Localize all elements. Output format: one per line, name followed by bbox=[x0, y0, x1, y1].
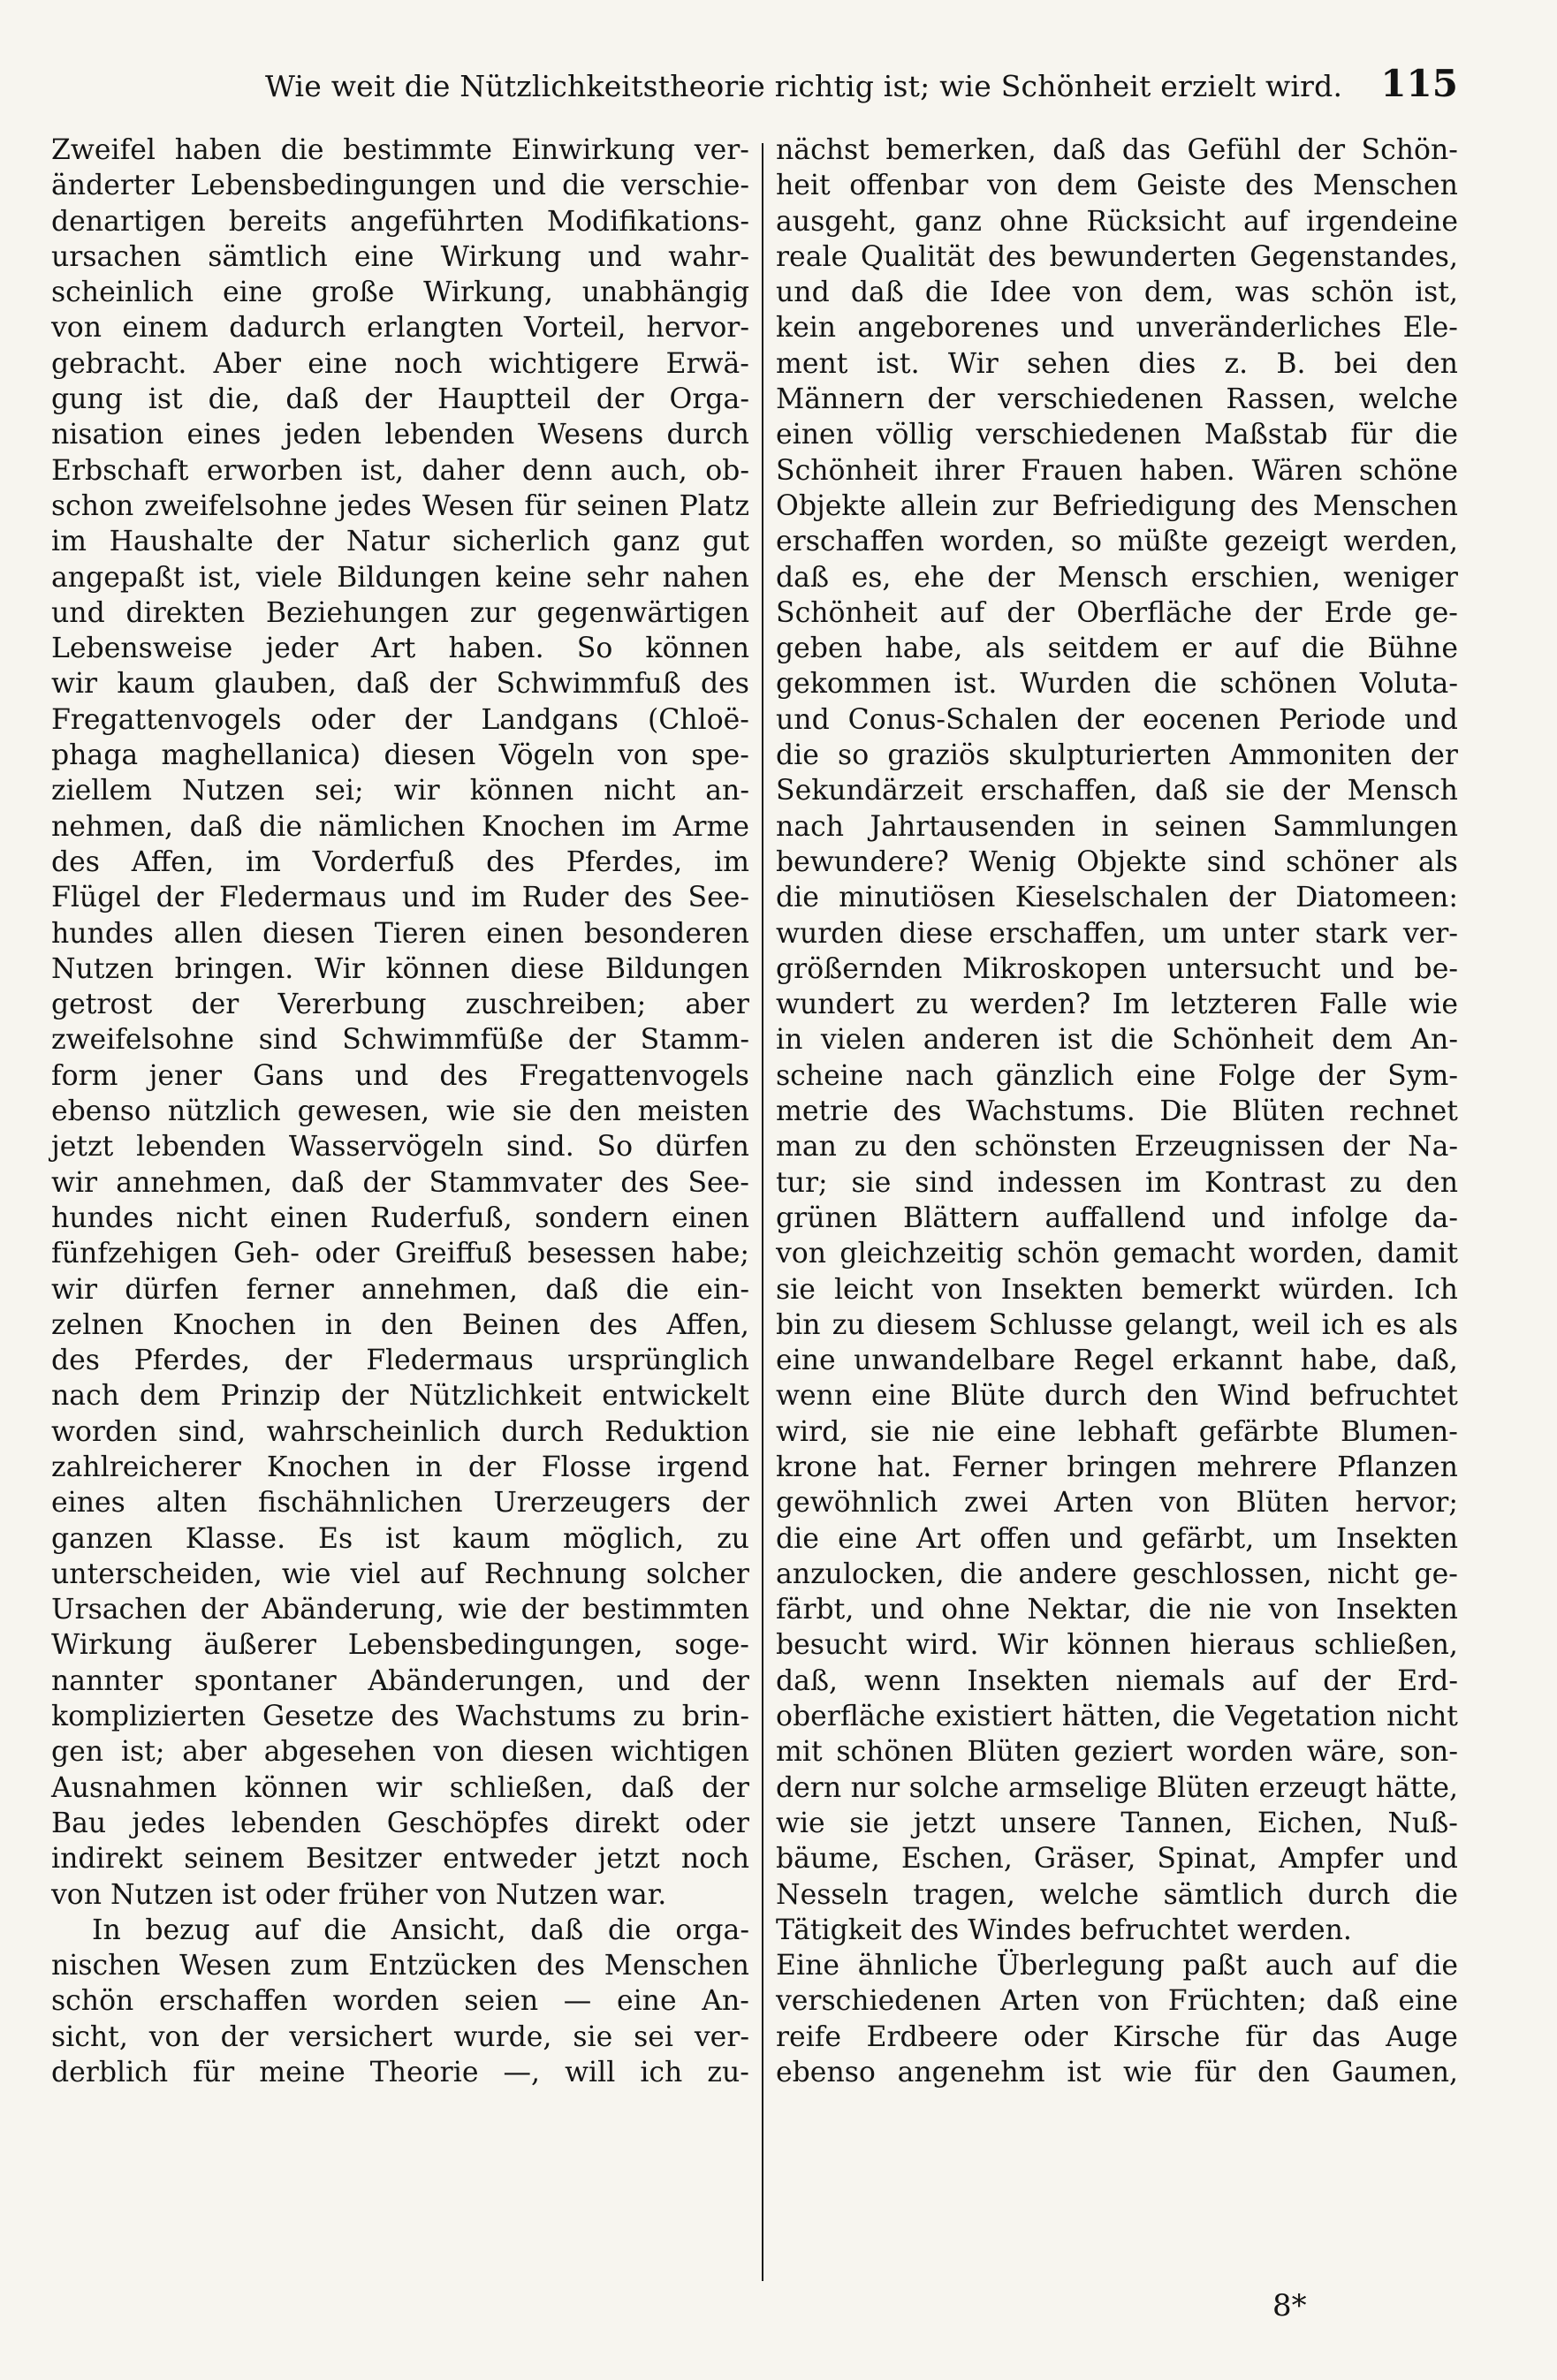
text-line: besucht wird. Wir können hieraus schließen, bbox=[776, 1629, 1458, 1662]
text-line: wir annehmen, daß der Stammvater des See- bbox=[51, 1166, 749, 1199]
text-line: Eine ähnliche Überlegung paßt auch auf die bbox=[776, 1950, 1458, 1982]
text-line: gewöhnlich zwei Arten von Blüten hervor; bbox=[776, 1487, 1458, 1520]
left-text-column bbox=[51, 133, 749, 2090]
page-number: 115 bbox=[1380, 62, 1458, 105]
text-line: In bezug auf die Ansicht, daß die orga- bbox=[92, 1914, 749, 1946]
text-line: des Affen, im Vorderfuß des Pferdes, im bbox=[51, 845, 749, 878]
text-line: ebenso nützlich gewesen, wie sie den meisten bbox=[51, 1095, 749, 1128]
text-line: erschaffen worden, so müßte gezeigt werden, bbox=[776, 526, 1458, 558]
text-line: phaga maghellanica) diesen Vögeln von spe- bbox=[51, 739, 749, 772]
text-line: scheine nach gänzlich eine Folge der Sym- bbox=[776, 1059, 1458, 1092]
text-line: nehmen, daß die nämlichen Knochen im Arme bbox=[51, 810, 749, 843]
running-head: Wie weit die Nützlichkeitstheorie richtig ist; wie Schönheit erzielt wird. bbox=[265, 69, 1343, 103]
text-line: schön erschaffen worden seien — eine An- bbox=[51, 1985, 749, 2018]
text-line: wie sie jetzt unsere Tannen, Eichen, Nuß- bbox=[776, 1807, 1458, 1839]
printer-signature-mark: 8* bbox=[1272, 2288, 1307, 2323]
text-line: worden sind, wahrscheinlich durch Reduktion bbox=[51, 1415, 749, 1448]
text-line: fünfzehigen Geh- oder Greiffuß besessen habe; bbox=[51, 1238, 749, 1270]
text-line: ebenso angenehm ist wie für den Gaumen, bbox=[776, 2057, 1458, 2089]
text-line: Objekte allein zur Befriedigung des Menschen bbox=[776, 489, 1458, 522]
text-line: Schönheit auf der Oberfläche der Erde ge- bbox=[776, 596, 1458, 629]
text-line: von einem dadurch erlangten Vorteil, hervor- bbox=[51, 312, 749, 345]
text-line: Sekundärzeit erschaffen, daß sie der Mensch bbox=[776, 775, 1458, 807]
text-line: Ursachen der Abänderung, wie der bestimmten bbox=[51, 1594, 749, 1626]
text-line: ganzen Klasse. Es ist kaum möglich, zu bbox=[51, 1522, 749, 1555]
text-line: krone hat. Ferner bringen mehrere Pflanzen bbox=[776, 1451, 1458, 1483]
text-line: nischen Wesen zum Entzücken des Menschen bbox=[51, 1950, 749, 1982]
text-line: reale Qualität des bewunderten Gegenstandes, bbox=[776, 240, 1458, 273]
text-line: eines alten fischähnlichen Urerzeugers der bbox=[51, 1487, 749, 1520]
text-line: Zweifel haben die bestimmte Einwirkung ver- bbox=[51, 134, 749, 166]
text-line: Lebensweise jeder Art haben. So können bbox=[51, 633, 749, 665]
text-line: wundert zu werden? Im letzteren Falle wie bbox=[776, 989, 1458, 1021]
text-line: von Nutzen ist oder früher von Nutzen war. bbox=[51, 1878, 667, 1911]
text-line: zweifelsohne sind Schwimmfüße der Stamm- bbox=[51, 1024, 749, 1057]
text-line: anzulocken, die andere geschlossen, nicht ge- bbox=[776, 1558, 1458, 1590]
text-line: tur; sie sind indessen im Kontrast zu den bbox=[776, 1166, 1458, 1199]
text-line: verschiedenen Arten von Früchten; daß eine bbox=[776, 1985, 1458, 2018]
text-line: mit schönen Blüten geziert worden wäre, son- bbox=[776, 1736, 1458, 1769]
text-line: wird, sie nie eine lebhaft gefärbte Blumen- bbox=[776, 1415, 1458, 1448]
text-line: grünen Blättern auffallend und infolge da- bbox=[776, 1201, 1458, 1234]
text-line: komplizierten Gesetze des Wachstums zu brin- bbox=[51, 1701, 749, 1733]
text-line: Nesseln tragen, welche sämtlich durch die bbox=[776, 1878, 1458, 1911]
text-line: einen völlig verschiedenen Maßstab für die bbox=[776, 419, 1458, 451]
text-line: geben habe, als seitdem er auf die Bühne bbox=[776, 633, 1458, 665]
text-line: daß es, ehe der Mensch erschien, weniger bbox=[776, 561, 1458, 594]
right-text-column bbox=[776, 133, 1458, 2090]
text-line: scheinlich eine große Wirkung, unabhängig bbox=[51, 277, 749, 309]
text-line: dern nur solche armselige Blüten erzeugt hätte, bbox=[776, 1771, 1458, 1804]
text-line: Tätigkeit des Windes befruchtet werden. bbox=[776, 1914, 1352, 1946]
text-line: ziellem Nutzen sei; wir können nicht an- bbox=[51, 775, 749, 807]
text-line: heit offenbar von dem Geiste des Menschen bbox=[776, 170, 1458, 202]
text-line: ursachen sämtlich eine Wirkung und wahr- bbox=[51, 240, 749, 273]
text-line: nächst bemerken, daß das Gefühl der Schön- bbox=[776, 134, 1458, 166]
text-line: hundes allen diesen Tieren einen besonderen bbox=[51, 917, 749, 950]
text-line: des Pferdes, der Fledermaus ursprünglich bbox=[51, 1345, 749, 1377]
text-line: im Haushalte der Natur sicherlich ganz gut bbox=[51, 526, 749, 558]
text-line: Männern der verschiedenen Rassen, welche bbox=[776, 383, 1458, 416]
column-divider bbox=[762, 143, 763, 2281]
text-line: nach Jahrtausenden in seinen Sammlungen bbox=[776, 810, 1458, 843]
text-line: nannter spontaner Abänderungen, und der bbox=[51, 1664, 749, 1697]
text-line: jetzt lebenden Wasservögeln sind. So dürfen bbox=[51, 1131, 749, 1163]
text-line: zelnen Knochen in den Beinen des Affen, bbox=[51, 1308, 749, 1341]
text-line: daß, wenn Insekten niemals auf der Erd- bbox=[776, 1664, 1458, 1697]
text-line: wir dürfen ferner annehmen, daß die ein- bbox=[51, 1273, 749, 1306]
text-line: gebracht. Aber eine noch wichtigere Erwä- bbox=[51, 347, 749, 380]
text-line: ment ist. Wir sehen dies z. B. bei den bbox=[776, 347, 1458, 380]
text-line: bin zu diesem Schlusse gelangt, weil ich es als bbox=[776, 1308, 1458, 1341]
text-line: die minutiösen Kieselschalen der Diatomeen: bbox=[776, 882, 1458, 914]
text-line: größernden Mikroskopen untersucht und be- bbox=[776, 952, 1458, 985]
text-line: zahlreicherer Knochen in der Flosse irgend bbox=[51, 1451, 749, 1483]
text-line: sicht, von der versichert wurde, sie sei ver- bbox=[51, 2020, 749, 2053]
text-line: gung ist die, daß der Hauptteil der Orga- bbox=[51, 383, 749, 416]
text-line: man zu den schönsten Erzeugnissen der Na- bbox=[776, 1131, 1458, 1163]
page-header bbox=[53, 62, 1458, 115]
text-line: getrost der Vererbung zuschreiben; aber bbox=[51, 989, 749, 1021]
text-line: eine unwandelbare Regel erkannt habe, daß, bbox=[776, 1345, 1458, 1377]
text-line: wurden diese erschaffen, um unter stark ver- bbox=[776, 917, 1458, 950]
text-line: und direkten Beziehungen zur gegenwärtigen bbox=[51, 596, 749, 629]
text-line: indirekt seinem Besitzer entweder jetzt noch bbox=[51, 1843, 749, 1876]
text-line: bewundere? Wenig Objekte sind schöner als bbox=[776, 845, 1458, 878]
text-line: oberfläche existiert hätten, die Vegetation nicht bbox=[776, 1701, 1458, 1733]
text-line: kein angeborenes und unveränderliches Ele- bbox=[776, 312, 1458, 345]
text-line: änderter Lebensbedingungen und die verschie- bbox=[51, 170, 749, 202]
text-line: Wirkung äußerer Lebensbedingungen, soge- bbox=[51, 1629, 749, 1662]
text-line: reife Erdbeere oder Kirsche für das Auge bbox=[776, 2020, 1458, 2053]
text-line: ausgeht, ganz ohne Rücksicht auf irgendeine bbox=[776, 205, 1458, 238]
text-line: Flügel der Fledermaus und im Ruder des See- bbox=[51, 882, 749, 914]
text-line: die eine Art offen und gefärbt, um Insekten bbox=[776, 1522, 1458, 1555]
text-line: die so graziös skulpturierten Ammoniten der bbox=[776, 739, 1458, 772]
text-line: von gleichzeitig schön gemacht worden, damit bbox=[776, 1238, 1458, 1270]
text-line: und daß die Idee von dem, was schön ist, bbox=[776, 277, 1458, 309]
text-line: Nutzen bringen. Wir können diese Bildungen bbox=[51, 952, 749, 985]
text-line: wir kaum glauben, daß der Schwimmfuß des bbox=[51, 668, 749, 701]
text-line: angepaßt ist, viele Bildungen keine sehr nahen bbox=[51, 561, 749, 594]
text-line: sie leicht von Insekten bemerkt würden. Ich bbox=[776, 1273, 1458, 1306]
text-line: derblich für meine Theorie —, will ich zu- bbox=[51, 2057, 749, 2089]
text-line: Ausnahmen können wir schließen, daß der bbox=[51, 1771, 749, 1804]
text-line: Bau jedes lebenden Geschöpfes direkt oder bbox=[51, 1807, 749, 1839]
text-line: gekommen ist. Wurden die schönen Voluta- bbox=[776, 668, 1458, 701]
text-line: nach dem Prinzip der Nützlichkeit entwickelt bbox=[51, 1380, 749, 1413]
text-line: gen ist; aber abgesehen von diesen wichtigen bbox=[51, 1736, 749, 1769]
text-line: unterscheiden, wie viel auf Rechnung solcher bbox=[51, 1558, 749, 1590]
text-line: wenn eine Blüte durch den Wind befruchtet bbox=[776, 1380, 1458, 1413]
text-line: schon zweifelsohne jedes Wesen für seinen Platz bbox=[51, 489, 749, 522]
text-line: form jener Gans und des Fregattenvogels bbox=[51, 1059, 749, 1092]
text-line: in vielen anderen ist die Schönheit dem An- bbox=[776, 1024, 1458, 1057]
text-line: Erbschaft erworben ist, daher denn auch, ob- bbox=[51, 454, 749, 487]
text-line: nisation eines jeden lebenden Wesens durch bbox=[51, 419, 749, 451]
text-line: bäume, Eschen, Gräser, Spinat, Ampfer und bbox=[776, 1843, 1458, 1876]
text-line: hundes nicht einen Ruderfuß, sondern einen bbox=[51, 1201, 749, 1234]
text-line: metrie des Wachstums. Die Blüten rechnet bbox=[776, 1095, 1458, 1128]
text-line: Schönheit ihrer Frauen haben. Wären schöne bbox=[776, 454, 1458, 487]
text-line: und Conus-Schalen der eocenen Periode und bbox=[776, 703, 1458, 736]
text-line: färbt, und ohne Nektar, die nie von Insekten bbox=[776, 1594, 1458, 1626]
text-line: denartigen bereits angeführten Modifikations- bbox=[51, 205, 749, 238]
text-line: Fregattenvogels oder der Landgans (Chloë- bbox=[51, 703, 749, 736]
